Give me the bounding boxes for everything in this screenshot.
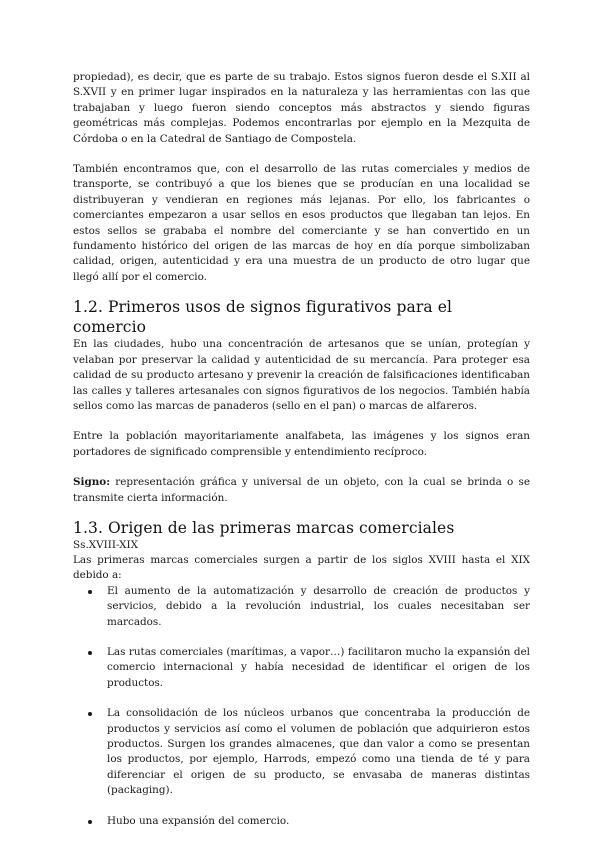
- bullet-list: [73, 584, 530, 829]
- paragraph-trade-routes: También encontramos que, con el desarrollo de las rutas comerciales y medios de transporte, se contribuyó a que los bienes que se producían en una localidad se distribuyeran y vendieran en regiones más lejanas. Por ello, los fabricantes o comerciantes empezaron a usar sellos en esos productos que llegaban tan lejos. En estos sellos se grababa el nombre del comerciante y se han convertido en un fundamento histórico del origen de las marcas de hoy en día porque simbolizaban calidad, origen, autenticidad y era una muestra de un producto de otro lugar que llegó allí por el comercio.: [73, 163, 530, 283]
- definition-term: Signo:: [73, 476, 111, 489]
- section-subtitle: Ss.XVIII-XIX: [73, 538, 139, 551]
- bullet-icon: [88, 590, 92, 594]
- list-item: La consolidación de los núcleos urbanos que concentraba la producción de productos y servicios así como el volumen de población que adquirieron estos productos. Surgen los grandes almacenes, que dan valor a como se presentan los productos, por ejemplo, Harrods, empezó como una tienda de té y para diferenciar el origen de su producto, se envasaba de maneras distintas (packaging).: [73, 706, 530, 798]
- document-page: [73, 70, 530, 829]
- paragraph-illiterate-population: Entre la población mayoritariamente analfabeta, las imágenes y los signos eran portadores de significado comprensible y entendimiento recíproco.: [73, 430, 530, 458]
- section-heading-1-3: 1.3. Origen de las primeras marcas comerciales: [73, 518, 455, 537]
- list-item: Hubo una expansión del comercio.: [73, 814, 530, 829]
- bullet-icon: [88, 712, 92, 716]
- bullet-icon: [88, 651, 92, 655]
- bullet-icon: [88, 820, 92, 824]
- list-item: El aumento de la automatización y desarrollo de creación de productos y servicios, debido a la revolución industrial, los cuales necesitaban ser marcados.: [73, 584, 530, 630]
- paragraph-origins: propiedad), es decir, que es parte de su trabajo. Estos signos fueron desde el S.XII al S.XVII y en primer lugar inspirados en la naturaleza y las herramientas con las que trabajaban y luego fueron siendo conceptos más abstractos y siendo figuras geométricas más complejas. Podemos encontrarlas por ejemplo en la Mezquita de Córdoba o en la Catedral de Santiago de Compostela.: [73, 71, 530, 145]
- list-item: Las rutas comerciales (marítimas, a vapor…) facilitaron mucho la expansión del comercio internacional y había necesidad de identificar el origen de los productos.: [73, 645, 530, 691]
- paragraph-artisans: En las ciudades, hubo una concentración de artesanos que se unían, protegían y velaban por preservar la calidad y autenticidad de su mercancía. Para proteger esa calidad de su producto artesano y prevenir la creación de falsificaciones identificaban las calles y talleres artesanales con signos figurativos de los negocios. También había sellos como las marcas de panaderos (sello en el pan) o marcas de alfareros.: [73, 338, 530, 412]
- paragraph-intro: Las primeras marcas comerciales surgen a partir de los siglos XVIII hasta el XIX debido a:: [73, 553, 530, 582]
- definition-signo: [73, 475, 530, 506]
- definition-text: representación gráfica y universal de un objeto, con la cual se brinda o se transmite cierta información.: [73, 476, 530, 504]
- section-heading-1-2: 1.2. Primeros usos de signos figurativos para el comercio: [73, 298, 453, 337]
